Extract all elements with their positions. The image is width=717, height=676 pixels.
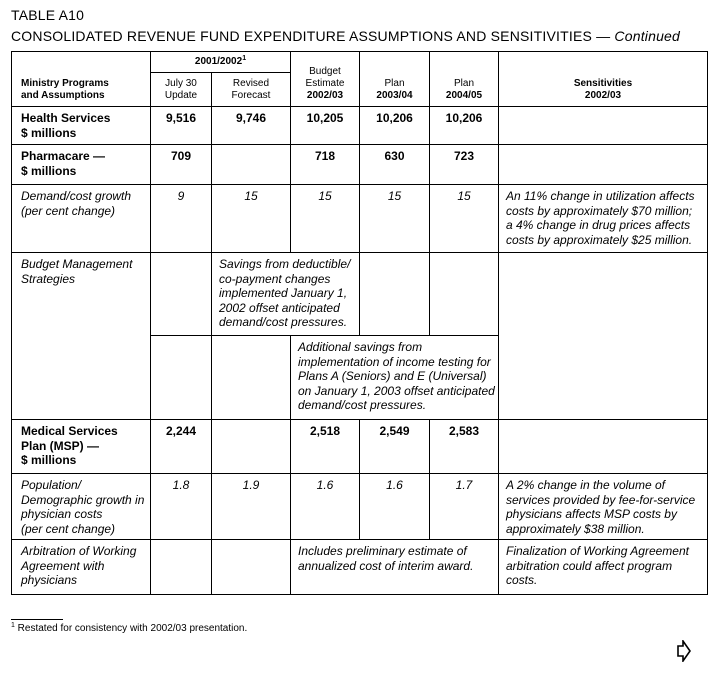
- arbitration-sens-line3: costs.: [506, 573, 538, 587]
- demand-label-line1: Demand/cost growth: [21, 189, 132, 203]
- population-sensitivity: [499, 474, 708, 540]
- header-group-label: 2001/2002: [194, 56, 243, 67]
- expenditure-table: [11, 51, 708, 595]
- row-population-growth: [12, 474, 708, 540]
- budget-mgmt-plan-2004-a: [430, 253, 499, 336]
- label-medical-services-plan: [12, 420, 151, 474]
- label-budget-management: [12, 253, 151, 420]
- arbitration-note-line1: Includes preliminary estimate of: [298, 544, 467, 558]
- pharmacare-label-line2: $ millions: [21, 163, 77, 178]
- header-plan-2004: [430, 52, 499, 107]
- demand-budget: 15: [291, 185, 360, 253]
- header-row-1: [12, 52, 708, 73]
- arbitration-sensitivity: [499, 540, 708, 595]
- pharmacare-sensitivity: [499, 145, 708, 185]
- budget-mgmt-july-a: [151, 253, 212, 336]
- pharmacare-july: 709: [151, 145, 212, 185]
- budget-mgmt-label-line2: Strategies: [21, 271, 76, 286]
- row-demand-cost-growth: [12, 185, 708, 253]
- header-plan2-line2: 2004/05: [445, 90, 483, 101]
- header-revised-line2: Forecast: [231, 90, 271, 101]
- health-plan-2004: 10,206: [430, 107, 499, 145]
- population-plan-2003: 1.6: [360, 474, 430, 540]
- label-arbitration: [12, 540, 151, 595]
- budget-mgmt-note2-line3: Plans A (Seniors) and E (Universal): [298, 369, 487, 383]
- budget-mgmt-july-b: [151, 336, 212, 420]
- header-july-line2: Update: [164, 90, 198, 101]
- header-programs: [12, 52, 151, 107]
- budget-mgmt-note-2: [291, 336, 499, 420]
- arbitration-note: [291, 540, 499, 595]
- population-july: 1.8: [151, 474, 212, 540]
- population-label-line2: Demographic growth in: [21, 492, 145, 507]
- msp-plan-2004: 2,583: [430, 420, 499, 474]
- budget-mgmt-revised-b: [212, 336, 291, 420]
- population-label-line1: Population/: [21, 478, 82, 492]
- row-health-services: [12, 107, 708, 145]
- budget-mgmt-note1-line4: 2002 offset anticipated: [219, 300, 340, 315]
- msp-revised: [212, 420, 291, 474]
- footnote-marker: 1: [11, 622, 15, 629]
- footnote-rule: [11, 619, 63, 620]
- header-programs-line2: and Assumptions: [21, 90, 105, 101]
- header-plan1-line2: 2003/04: [376, 90, 413, 101]
- population-label-line3: physician costs: [21, 507, 103, 521]
- header-programs-line1: Ministry Programs: [21, 78, 109, 89]
- msp-sensitivity: [499, 420, 708, 474]
- header-revised-forecast: [212, 73, 291, 107]
- budget-mgmt-note2-line5: demand/cost pressures.: [298, 398, 427, 412]
- budget-mgmt-sensitivity: [499, 253, 708, 420]
- pharmacare-plan-2004: 723: [430, 145, 499, 185]
- budget-mgmt-note2-line2: implementation of income testing for: [298, 354, 491, 369]
- header-sens-line2: 2002/03: [584, 90, 622, 101]
- table-title: [11, 28, 680, 44]
- budget-mgmt-note1-line5: demand/cost pressures.: [219, 315, 348, 329]
- label-population-growth: [12, 474, 151, 540]
- population-sens-line4: approximately $38 million.: [506, 521, 645, 536]
- row-medical-services-plan: [12, 420, 708, 474]
- arbitration-label-line2: Agreement with: [21, 558, 105, 573]
- budget-mgmt-note2-line1: Additional savings from: [298, 340, 423, 354]
- demand-sens-line4: costs by approximately $25 million.: [506, 232, 693, 247]
- header-plan2-line1: Plan: [453, 78, 474, 89]
- health-sensitivity: [499, 107, 708, 145]
- health-label-line1: Health Services: [21, 111, 111, 125]
- title-continued: Continued: [614, 28, 681, 44]
- health-plan-2003: 10,206: [360, 107, 430, 145]
- demand-label-line2: (per cent change): [21, 203, 116, 218]
- pharmacare-label-line1: Pharmacare —: [21, 149, 106, 163]
- header-july-line1: July 30: [165, 78, 197, 89]
- header-budget-line1: Budget: [309, 66, 341, 77]
- footnote-text: Restated for consistency with 2002/03 presentation.: [14, 623, 248, 634]
- title-main: CONSOLIDATED REVENUE FUND EXPENDITURE ASSUMPTIONS AND SENSITIVITIES —: [11, 28, 615, 44]
- label-pharmacare: [12, 145, 151, 185]
- msp-plan-2003: 2,549: [360, 420, 430, 474]
- population-sens-line2: services provided by fee-for-service: [506, 492, 696, 507]
- header-budget-estimate: [291, 52, 360, 107]
- health-revised: 9,746: [212, 107, 291, 145]
- header-july-update: [151, 73, 212, 107]
- budget-mgmt-note2-line4: on January 1, 2003 offset anticipated: [298, 383, 495, 398]
- arbitration-label-line1: Arbitration of Working: [21, 544, 137, 558]
- budget-mgmt-note1-line1: Savings from deductible/: [219, 257, 351, 271]
- population-revised: 1.9: [212, 474, 291, 540]
- demand-plan-2003: 15: [360, 185, 430, 253]
- demand-sens-line3: a 4% change in drug prices affects: [506, 218, 691, 232]
- demand-july: 9: [151, 185, 212, 253]
- msp-label-line2: Plan (MSP) —: [21, 438, 100, 453]
- health-july: 9,516: [151, 107, 212, 145]
- demand-sens-line1: An 11% change in utilization affects: [506, 189, 695, 203]
- demand-plan-2004: 15: [430, 185, 499, 253]
- msp-july: 2,244: [151, 420, 212, 474]
- header-plan1-line1: Plan: [384, 78, 405, 89]
- row-arbitration: [12, 540, 708, 595]
- arbitration-label-line3: physicians: [21, 573, 78, 587]
- demand-sensitivity: [499, 185, 708, 253]
- population-label-line4: (per cent change): [21, 521, 116, 536]
- budget-mgmt-label-line1: Budget Management: [21, 257, 133, 271]
- row-pharmacare: [12, 145, 708, 185]
- budget-mgmt-note-1: [212, 253, 360, 336]
- label-demand-cost-growth: [12, 185, 151, 253]
- population-sens-line3: physicians affects MSP costs by: [506, 507, 677, 521]
- right-arrow-outline-icon[interactable]: [676, 640, 692, 662]
- header-revised-line1: Revised: [232, 78, 270, 89]
- demand-revised: 15: [212, 185, 291, 253]
- table-label: TABLE A10: [11, 7, 85, 23]
- header-sens-line1: Sensitivities: [573, 78, 633, 89]
- population-plan-2004: 1.7: [430, 474, 499, 540]
- msp-budget: 2,518: [291, 420, 360, 474]
- header-plan-2003: [360, 52, 430, 107]
- msp-label-line1: Medical Services: [21, 424, 118, 438]
- arbitration-revised: [212, 540, 291, 595]
- row-budget-management-a: [12, 253, 708, 336]
- msp-label-line3: $ millions: [21, 453, 77, 467]
- budget-mgmt-note1-line2: co-payment changes: [219, 271, 331, 286]
- pharmacare-plan-2003: 630: [360, 145, 430, 185]
- health-label-line2: $ millions: [21, 125, 77, 140]
- arbitration-note-line2: annualized cost of interim award.: [298, 558, 474, 573]
- footnote: [11, 623, 247, 634]
- health-budget: 10,205: [291, 107, 360, 145]
- population-sens-line1: A 2% change in the volume of: [506, 478, 665, 492]
- budget-mgmt-note1-line3: implemented January 1,: [219, 286, 348, 300]
- demand-sens-line2: costs by approximately $70 million;: [506, 203, 693, 218]
- header-group-2001: [151, 52, 291, 73]
- header-sensitivities: [499, 52, 708, 107]
- population-budget: 1.6: [291, 474, 360, 540]
- arbitration-july: [151, 540, 212, 595]
- pharmacare-revised: [212, 145, 291, 185]
- pharmacare-budget: 718: [291, 145, 360, 185]
- arbitration-sens-line2: arbitration could affect program: [506, 558, 673, 573]
- header-budget-line3: 2002/03: [306, 90, 344, 101]
- header-budget-line2: Estimate: [305, 78, 345, 89]
- budget-mgmt-plan-2003-a: [360, 253, 430, 336]
- arbitration-sens-line1: Finalization of Working Agreement: [506, 544, 689, 558]
- header-group-sup: 1: [242, 55, 247, 62]
- label-health-services: [12, 107, 151, 145]
